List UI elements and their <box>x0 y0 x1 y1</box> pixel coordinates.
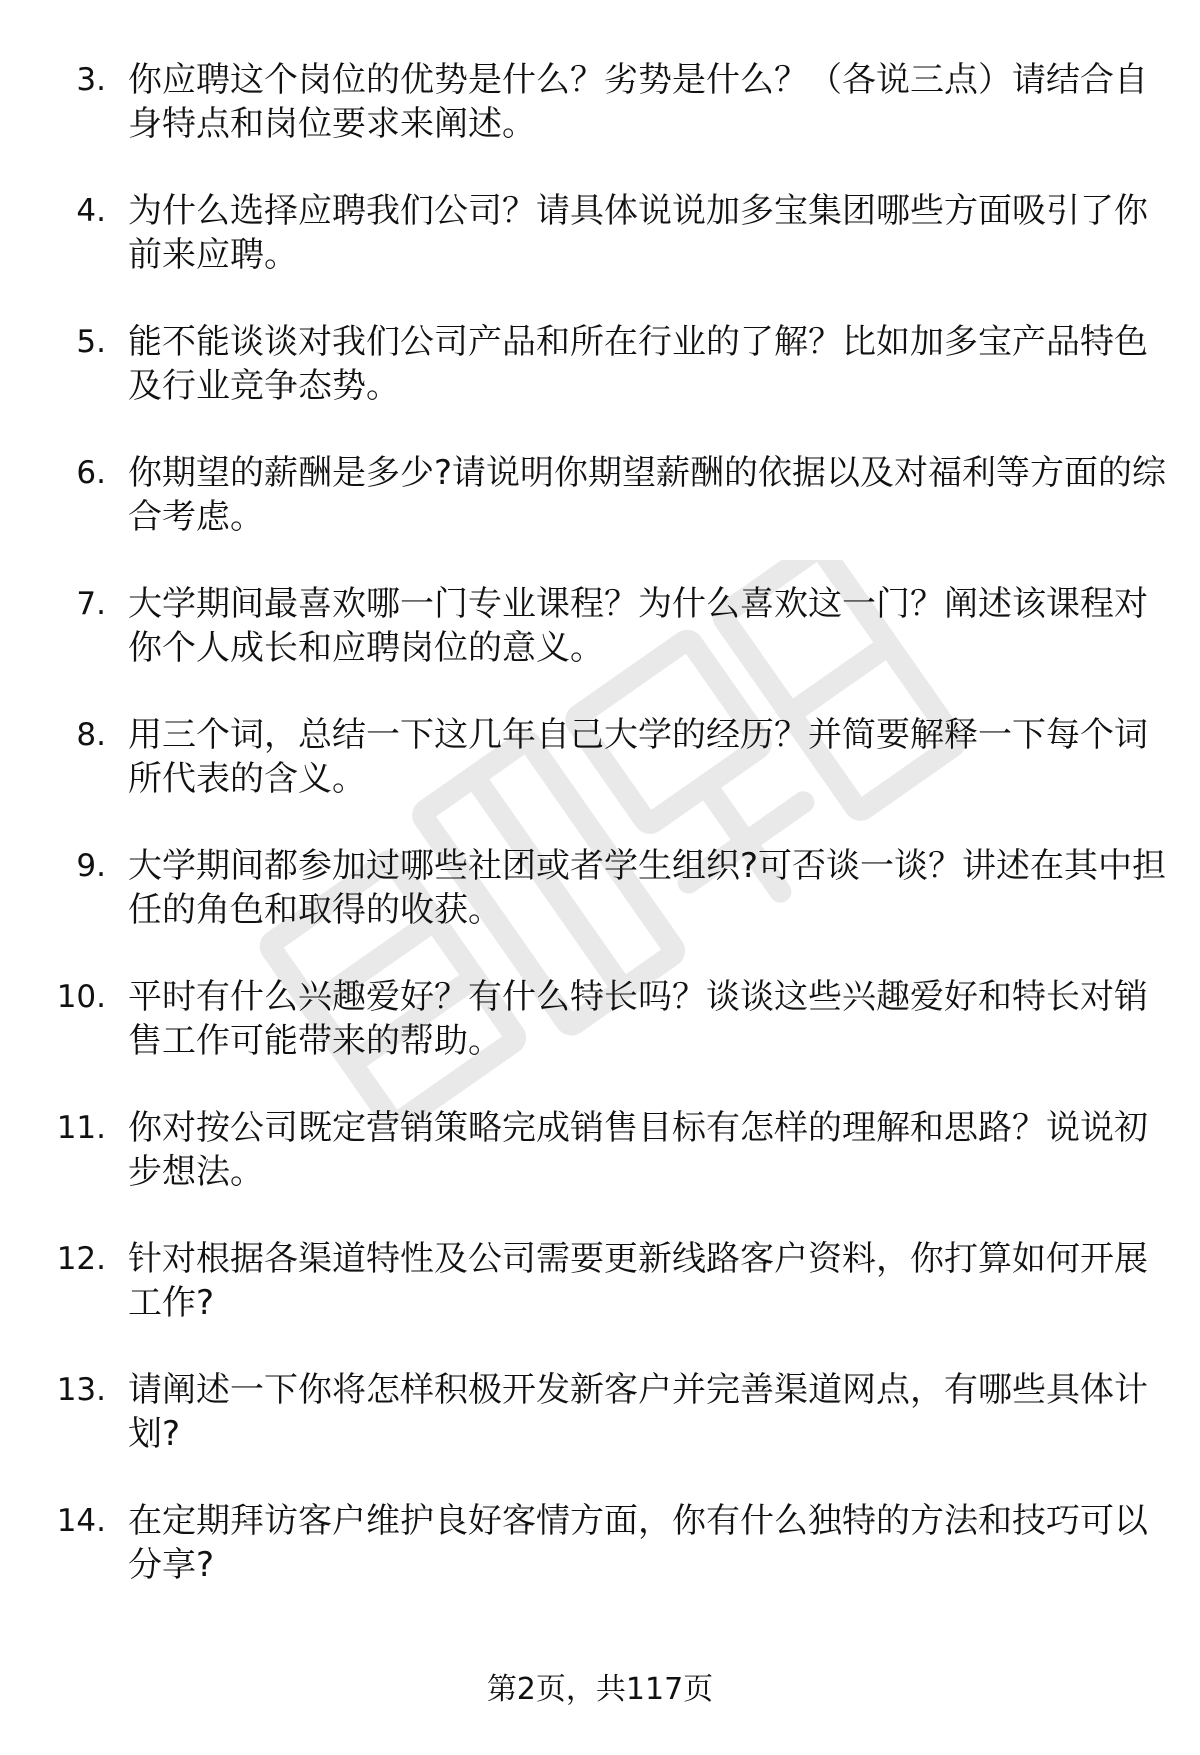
question-text: 在定期拜访客户维护良好客情方面，你有什么独特的方法和技巧可以分享? <box>128 1501 1148 1585</box>
question-text: 能不能谈谈对我们公司产品和所在行业的了解？比如加多宝产品特色及行业竞争态势。 <box>128 322 1148 406</box>
list-item <box>0 1368 1200 1453</box>
question-number: 8. <box>76 717 106 753</box>
list-item <box>0 1499 1200 1584</box>
question-text: 用三个词，总结一下这几年自己大学的经历？并简要解释一下每个词所代表的含义。 <box>128 715 1148 799</box>
list-item <box>0 844 1200 929</box>
page-footer: 第2页，共117页 <box>486 1672 714 1707</box>
question-text: 你应聘这个岗位的优势是什么？劣势是什么？（各说三点）请结合自身特点和岗位要求来阐述。 <box>128 60 1148 144</box>
list-item <box>0 320 1200 405</box>
question-text: 你期望的薪酬是多少?请说明你期望薪酬的依据以及对福利等方面的综合考虑。 <box>128 453 1167 537</box>
list-item <box>0 975 1200 1060</box>
question-text: 为什么选择应聘我们公司？请具体说说加多宝集团哪些方面吸引了你前来应聘。 <box>128 191 1148 275</box>
question-number: 13. <box>56 1372 106 1408</box>
question-number: 10. <box>56 979 106 1015</box>
question-number: 14. <box>56 1503 106 1539</box>
question-number: 11. <box>56 1110 106 1146</box>
question-text: 你对按公司既定营销策略完成销售目标有怎样的理解和思路？说说初步想法。 <box>128 1108 1148 1192</box>
question-text: 请阐述一下你将怎样积极开发新客户并完善渠道网点，有哪些具体计划? <box>128 1370 1148 1454</box>
list-item <box>0 451 1200 536</box>
list-item <box>0 1237 1200 1322</box>
question-number: 6. <box>76 455 106 491</box>
question-number: 9. <box>76 848 106 884</box>
question-number: 3. <box>76 62 106 98</box>
list-item <box>0 189 1200 274</box>
question-text: 平时有什么兴趣爱好？有什么特长吗？谈谈这些兴趣爱好和特长对销售工作可能带来的帮助。 <box>128 977 1148 1061</box>
question-text: 大学期间都参加过哪些社团或者学生组织?可否谈一谈？讲述在其中担任的角色和取得的收获。 <box>128 846 1167 930</box>
question-text: 针对根据各渠道特性及公司需要更新线路客户资料，你打算如何开展工作? <box>128 1239 1148 1323</box>
list-item <box>0 1106 1200 1191</box>
question-number: 12. <box>56 1241 106 1277</box>
list-item <box>0 582 1200 667</box>
question-number: 4. <box>76 193 106 229</box>
question-number: 5. <box>76 324 106 360</box>
question-number: 7. <box>76 586 106 622</box>
question-list <box>0 58 1200 1630</box>
list-item <box>0 58 1200 143</box>
question-text: 大学期间最喜欢哪一门专业课程？为什么喜欢这一门？阐述该课程对你个人成长和应聘岗位的意义。 <box>128 584 1148 668</box>
list-item <box>0 713 1200 798</box>
